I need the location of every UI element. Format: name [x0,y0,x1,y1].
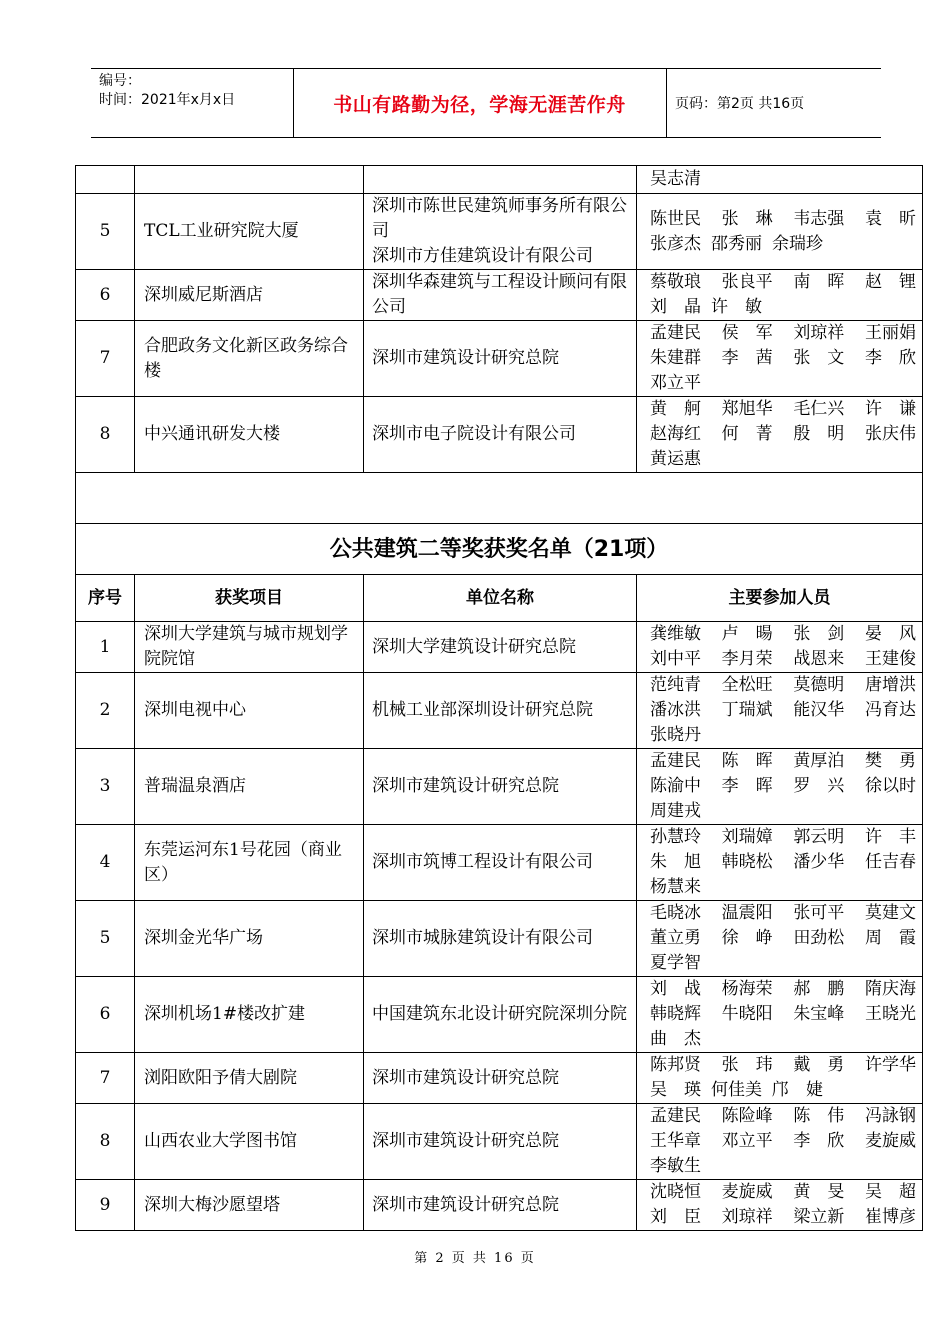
table-row [76,166,923,194]
row-project: 深圳机场1#楼改扩建 [135,977,364,1053]
row-project: 浏阳欧阳予倩大剧院 [135,1053,364,1104]
people-line [650,207,916,232]
person-name: 韩晓松 [721,852,773,872]
row-org: 深圳市建筑设计研究总院 [364,321,637,397]
person-name: 刘琼祥 [721,1207,773,1227]
row-org: 深圳市城脉建筑设计有限公司 [364,901,637,977]
people-line [650,1053,916,1078]
person-name: 张彦杰 [650,233,701,254]
row-number: 1 [76,622,135,673]
person-name: 陈 伟 [793,1106,845,1126]
person-name: 曲 杰 [650,1029,701,1049]
person-name: 能汉华 [793,700,845,720]
person-name: 韦志强 [793,208,845,229]
people-line [650,698,916,723]
person-name: 侯 军 [721,323,773,343]
person-name: 沈晓恒 [650,1182,701,1202]
person-name: 戴 勇 [793,1055,845,1075]
row-org: 深圳市建筑设计研究总院 [364,1053,637,1104]
row-people [637,194,923,270]
row-number: 5 [76,901,135,977]
people-line [650,232,916,257]
person-name: 唐增洪 [864,675,916,695]
doc-time-label: 时间：2021年x月x日 [99,92,236,108]
person-name: 周建戎 [650,801,701,821]
row-org: 深圳市建筑设计研究总院 [364,749,637,825]
person-name: 吴 超 [864,1182,916,1202]
person-name: 黄运惠 [650,449,701,469]
header-org: 单位名称 [364,575,637,622]
person-name: 莫建文 [864,903,916,923]
people-line [650,749,916,774]
people-line [650,901,916,926]
row-org [364,166,637,194]
person-name: 温震阳 [721,903,773,923]
person-name: 李 茜 [721,348,773,368]
row-project: 普瑞温泉酒店 [135,749,364,825]
people-line [650,167,916,192]
table-row [76,194,923,270]
person-name: 刘瑞嫜 [721,827,773,847]
people-line [650,951,916,976]
person-name: 李敏生 [650,1156,701,1176]
person-name: 吴 瑛 [650,1080,701,1100]
award-table [75,165,923,1231]
row-people [637,673,923,749]
row-number: 6 [76,270,135,321]
person-name: 王丽娟 [864,323,916,343]
people-line [650,1104,916,1129]
person-name: 任吉春 [864,852,916,872]
person-name: 冯育达 [864,700,916,720]
person-name: 晏 风 [864,624,916,644]
people-line [650,977,916,1002]
person-name: 余瑞珍 [772,233,823,254]
row-project: 深圳金光华广场 [135,901,364,977]
person-name: 许 敏 [711,297,762,317]
row-org: 深圳华森建筑与工程设计顾问有限公司 [364,270,637,321]
person-name: 徐 峥 [721,928,773,948]
row-people [637,1180,923,1231]
person-name: 刘 战 [650,979,701,999]
header-divider [666,69,667,137]
people-line [650,422,916,447]
row-people [637,166,923,194]
person-name: 李 晖 [721,776,773,796]
person-name: 李 欣 [793,1131,845,1151]
row-org: 机械工业部深圳设计研究总院 [364,673,637,749]
person-name: 黄厚泊 [793,751,845,771]
row-project: 深圳电视中心 [135,673,364,749]
row-org: 深圳市筑博工程设计有限公司 [364,825,637,901]
row-number: 4 [76,825,135,901]
person-name: 龚维敏 [650,624,701,644]
row-people [637,749,923,825]
person-name: 王华章 [650,1131,701,1151]
row-project: 深圳大学建筑与城市规划学院院馆 [135,622,364,673]
doc-number-label: 编号： [99,73,141,89]
person-name: 麦旋威 [864,1131,916,1151]
person-name: 丁瑞斌 [721,700,773,720]
person-name: 孙慧玲 [650,827,701,847]
row-number: 7 [76,321,135,397]
row-org: 深圳市电子院设计有限公司 [364,397,637,473]
person-name: 董立勇 [650,928,701,948]
person-name: 邵秀丽 [711,233,762,254]
person-name: 郑旭华 [721,399,773,419]
person-name: 韩晓辉 [650,1004,701,1024]
person-name: 张 剑 [793,624,845,644]
row-people [637,321,923,397]
person-name: 黄 舸 [650,399,701,419]
continued-rows [76,166,923,473]
people-line [650,799,916,824]
people-line [650,1027,916,1052]
row-people [637,1104,923,1180]
person-name: 杨海荣 [721,979,773,999]
row-people [637,622,923,673]
person-name: 田劲松 [793,928,845,948]
blank-row [76,473,923,524]
page-header [91,68,881,138]
people-line [650,850,916,875]
table-row [76,977,923,1053]
header-num: 序号 [76,575,135,622]
header-page-label: 页码：第2页 共16页 [675,96,805,112]
people-line [650,1154,916,1179]
person-name: 张可平 [793,903,845,923]
person-name: 孟建民 [650,751,701,771]
row-people [637,397,923,473]
person-name: 陈险峰 [721,1106,773,1126]
people-line [650,1078,916,1103]
row-org: 深圳大学建筑设计研究总院 [364,622,637,673]
row-people [637,1053,923,1104]
person-name: 何佳美 [711,1080,762,1100]
person-name: 隋庆海 [864,979,916,999]
row-number [76,166,135,194]
person-name: 陈渝中 [650,776,701,796]
person-name: 毛仁兴 [793,399,845,419]
row-people [637,901,923,977]
people-line [650,774,916,799]
person-name: 南 晖 [793,272,845,292]
people-line [650,1129,916,1154]
people-line [650,673,916,698]
header-people: 主要参加人员 [637,575,923,622]
row-number: 3 [76,749,135,825]
row-people [637,270,923,321]
table-row [76,673,923,749]
person-name: 冯詠钢 [864,1106,916,1126]
table-row [76,270,923,321]
person-name: 赵 锂 [864,272,916,292]
people-line [650,622,916,647]
row-org: 深圳市建筑设计研究总院 [364,1104,637,1180]
person-name: 莫德明 [793,675,845,695]
header-project: 获奖项目 [135,575,364,622]
header-meta [99,72,235,110]
people-line [650,447,916,472]
table-row [76,825,923,901]
row-project: 东莞运河东1号花园（商业区） [135,825,364,901]
person-name: 朱建群 [650,348,701,368]
person-name: 陈邦贤 [650,1055,701,1075]
person-name: 孟建民 [650,1106,701,1126]
person-name: 李 欣 [864,348,916,368]
person-name: 潘少华 [793,852,845,872]
person-name: 刘琼祥 [793,323,845,343]
person-name: 卢 暘 [721,624,773,644]
person-name: 王建俊 [864,649,916,669]
person-name: 黄 旻 [793,1182,845,1202]
person-name: 陈 晖 [721,751,773,771]
person-name: 崔博彦 [864,1207,916,1227]
people-line [650,371,916,396]
row-org: 深圳市陈世民建筑师事务所有限公司 深圳市方佳建筑设计有限公司 [364,194,637,270]
people-line [650,397,916,422]
person-name: 牛晓阳 [721,1004,773,1024]
row-project: 合肥政务文化新区政务综合楼 [135,321,364,397]
people-line [650,825,916,850]
person-name: 夏学智 [650,953,701,973]
person-name: 何 菁 [721,424,773,444]
header-motto: 书山有路勤为径，学海无涯苦作舟 [333,93,626,116]
row-project: TCL工业研究院大厦 [135,194,364,270]
person-name: 张 琳 [721,208,773,229]
person-name: 战恩来 [793,649,845,669]
row-number: 2 [76,673,135,749]
person-name: 陈世民 [650,208,701,229]
person-name: 刘 晶 [650,297,701,317]
person-name: 赵海红 [650,424,701,444]
person-name: 许 丰 [864,827,916,847]
person-name: 潘冰洪 [650,700,701,720]
table-row [76,1104,923,1180]
row-number: 8 [76,1104,135,1180]
table-row [76,749,923,825]
people-line [650,1205,916,1230]
person-name: 罗 兴 [793,776,845,796]
award-rows [76,622,923,1231]
person-name: 邝 婕 [772,1080,823,1100]
table-row [76,622,923,673]
table-row [76,1053,923,1104]
table-row [76,397,923,473]
person-name: 樊 勇 [864,751,916,771]
people-line [650,647,916,672]
row-project [135,166,364,194]
person-name: 吴志清 [650,169,701,189]
person-name: 刘中平 [650,649,701,669]
person-name: 郝 鹏 [793,979,845,999]
person-name: 孟建民 [650,323,701,343]
person-name: 杨慧来 [650,877,701,897]
person-name: 许 谦 [864,399,916,419]
person-name: 许学华 [864,1055,916,1075]
person-name: 邓立平 [721,1131,773,1151]
row-number: 5 [76,194,135,270]
person-name: 刘 臣 [650,1207,701,1227]
person-name: 郭云明 [793,827,845,847]
people-line [650,875,916,900]
person-name: 蔡敬琅 [650,272,701,292]
people-line [650,346,916,371]
person-name: 麦旋威 [721,1182,773,1202]
person-name: 李月荣 [721,649,773,669]
people-line [650,270,916,295]
row-project: 深圳大梅沙愿望塔 [135,1180,364,1231]
row-people [637,977,923,1053]
page-footer: 第 2 页 共 16 页 [414,1251,536,1266]
person-name: 邓立平 [650,373,701,393]
table-header-row [76,575,923,622]
row-number: 6 [76,977,135,1053]
people-line [650,1180,916,1205]
row-project: 山西农业大学图书馆 [135,1104,364,1180]
person-name: 毛晓冰 [650,903,701,923]
row-org: 深圳市建筑设计研究总院 [364,1180,637,1231]
row-project: 中兴通讯研发大楼 [135,397,364,473]
person-name: 朱 旭 [650,852,701,872]
person-name: 张 文 [793,348,845,368]
person-name: 朱宝峰 [793,1004,845,1024]
person-name: 张良平 [721,272,773,292]
row-number: 9 [76,1180,135,1231]
people-line [650,321,916,346]
person-name: 张晓丹 [650,725,701,745]
row-number: 8 [76,397,135,473]
table-row [76,1180,923,1231]
people-line [650,1002,916,1027]
people-line [650,723,916,748]
person-name: 徐以时 [864,776,916,796]
person-name: 王晓光 [864,1004,916,1024]
row-project: 深圳威尼斯酒店 [135,270,364,321]
people-line [650,295,916,320]
person-name: 全松旺 [721,675,773,695]
person-name: 梁立新 [793,1207,845,1227]
person-name: 袁 昕 [864,208,916,229]
person-name: 张 玮 [721,1055,773,1075]
row-org: 中国建筑东北设计研究院深圳分院 [364,977,637,1053]
table-row [76,321,923,397]
table-row [76,901,923,977]
people-line [650,926,916,951]
person-name: 周 霞 [864,928,916,948]
person-name: 张庆伟 [864,424,916,444]
section-title: 公共建筑二等奖获奖名单（21项） [76,524,923,575]
row-people [637,825,923,901]
section-separator [76,473,923,622]
row-number: 7 [76,1053,135,1104]
person-name: 范纯青 [650,675,701,695]
person-name: 殷 明 [793,424,845,444]
